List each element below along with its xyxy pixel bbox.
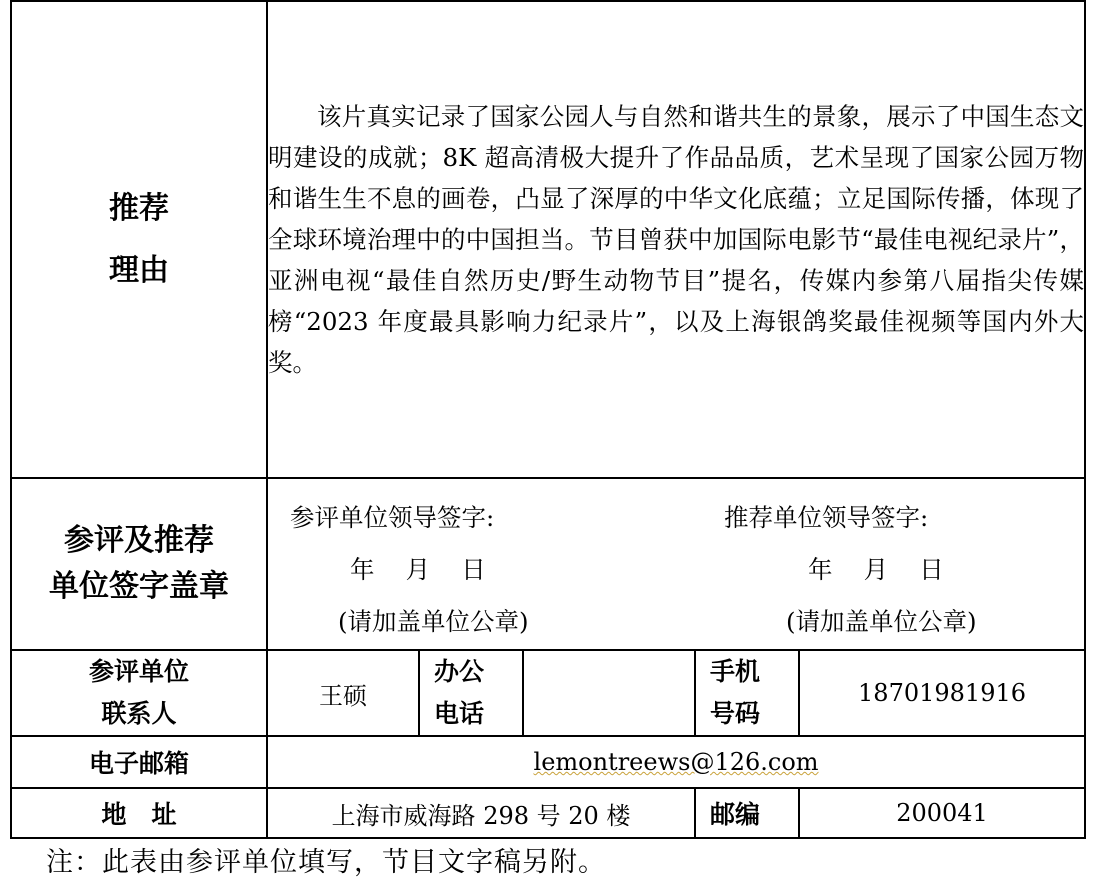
recommend-text-cell (267, 1, 1085, 478)
postcode-label: 邮编 (695, 788, 799, 838)
recommender-seal-note: (请加盖单位公章) (786, 607, 977, 636)
participant-seal-note: (请加盖单位公章) (338, 607, 529, 636)
recommend-text: 该片真实记录了国家公园人与自然和谐共生的景象，展示了中国生态文明建设的成就；8K 超高清极大提升了作品品质，艺术呈现了国家公园万物和谐生生不息的画卷，凸显了深厚的中华文化底蕴；立足国际传播，体现了全球环境治理中的中国担当。节目曾获中加国际电影节“最佳电视纪录片”，亚洲电视“最佳自然历史/野生动物节目”提名，传媒内参第八届指尖传媒榜“2023 年度最具影响力纪录片”，以及上海银鸽奖最佳视频等国内外大奖。 (268, 102, 1085, 377)
footnote: 注：此表由参评单位填写，节目文字稿另附。 (46, 847, 606, 878)
recommend-row (11, 1, 1085, 478)
signature-cell (267, 478, 1085, 650)
mobile-label (695, 650, 799, 736)
mobile-label-line1: 手机 (710, 657, 761, 686)
postcode-value: 200041 (799, 788, 1085, 838)
participant-leader-signature-label: 参评单位领导签字: (290, 503, 495, 532)
mobile-value: 18701981916 (799, 650, 1085, 736)
office-phone-label-line1: 办公 (434, 657, 485, 686)
office-phone-value (523, 650, 695, 736)
office-phone-label (419, 650, 523, 736)
signature-label-line1: 参评及推荐 (64, 523, 214, 558)
recommender-sign-date: 年 月 日 (808, 555, 944, 584)
recommend-label (11, 1, 267, 478)
email-value-cell (267, 736, 1085, 788)
mobile-label-line2: 号码 (710, 699, 761, 728)
contact-label-line2: 联系人 (101, 699, 177, 728)
email-value: lemontreews@126.com (533, 748, 819, 776)
email-row (11, 736, 1085, 788)
recommender-leader-signature-label: 推荐单位领导签字: (724, 503, 929, 532)
contact-label (11, 650, 267, 736)
contact-name: 王硕 (267, 650, 419, 736)
signature-row (11, 478, 1085, 650)
email-label: 电子邮箱 (11, 736, 267, 788)
nomination-form-table (10, 0, 1086, 839)
address-label: 地 址 (11, 788, 267, 838)
signature-label (11, 478, 267, 650)
recommend-label-line1: 推荐 (109, 190, 169, 226)
contact-label-line1: 参评单位 (88, 657, 189, 686)
signature-label-line2: 单位签字盖章 (49, 569, 229, 604)
contact-row (11, 650, 1085, 736)
address-value: 上海市威海路 298 号 20 楼 (267, 788, 695, 838)
office-phone-label-line2: 电话 (434, 699, 485, 728)
participant-sign-date: 年 月 日 (350, 555, 486, 584)
recommend-label-line2: 理由 (109, 252, 169, 288)
address-row (11, 788, 1085, 838)
